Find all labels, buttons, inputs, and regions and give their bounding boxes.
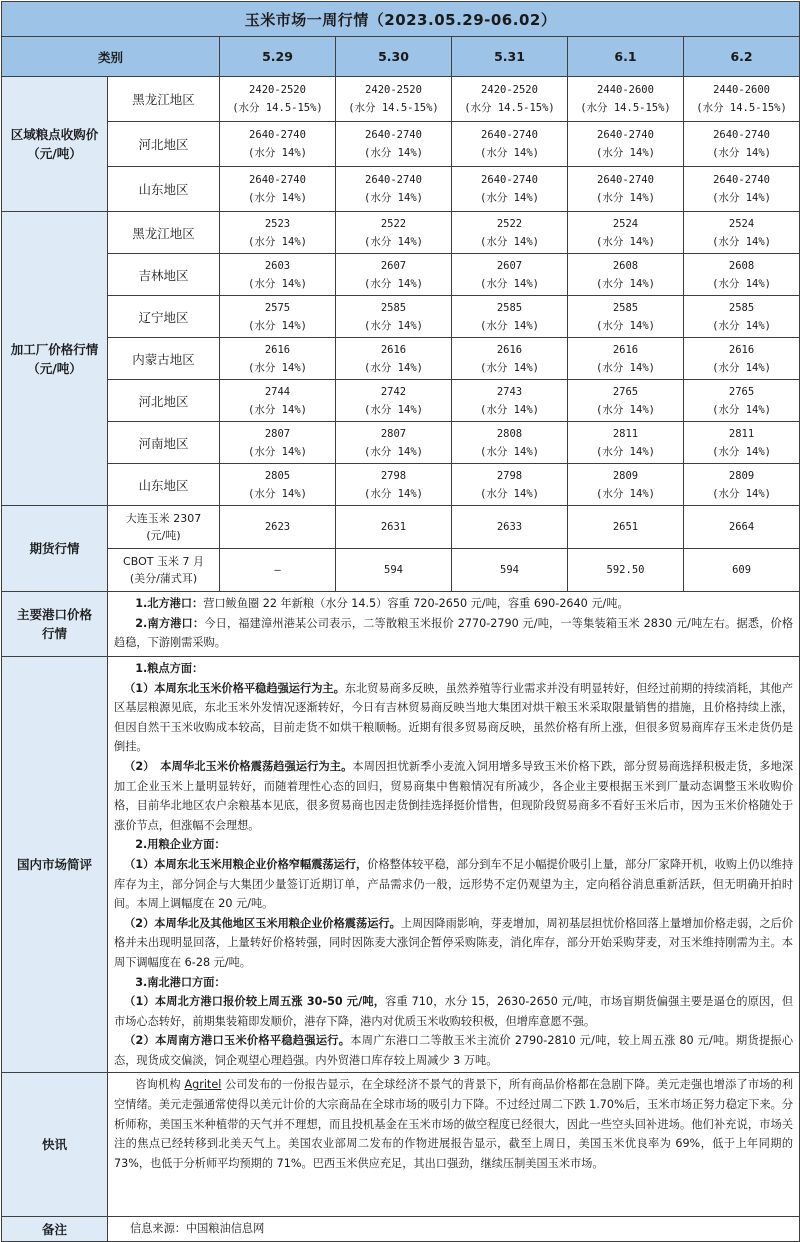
price-cell: 2640-2740 (水分 14%) — [568, 167, 684, 212]
price-cell: 2807 (水分 14%) — [220, 422, 336, 464]
price-cell: 2811 (水分 14%) — [568, 422, 684, 464]
price-cell: 2608 (水分 14%) — [684, 254, 800, 296]
price-cell: 2640-2740 (水分 14%) — [684, 167, 800, 212]
price-cell: 2585 (水分 14%) — [452, 296, 568, 338]
price-cell: 2420-2520 (水分 14.5-15%) — [452, 77, 568, 122]
price-cell: 2608 (水分 14%) — [568, 254, 684, 296]
table-row — [2, 1217, 800, 1242]
futures-cell: 592.50 — [568, 549, 684, 592]
price-cell: 2805 (水分 14%) — [220, 464, 336, 506]
futures-cell: 2651 — [568, 506, 684, 549]
section-heading: 3.南北港口方面： — [135, 975, 226, 989]
price-cell: 2616 (水分 14%) — [452, 338, 568, 380]
south-port-heading: 2.南方港口： — [135, 616, 205, 630]
remark-label: 备注 — [2, 1217, 108, 1242]
region-name: 内蒙古地区 — [108, 338, 220, 380]
region-name: 山东地区 — [108, 167, 220, 212]
price-cell: 2744 (水分 14%) — [220, 380, 336, 422]
futures-cell: 594 — [452, 549, 568, 592]
port-price-label — [2, 592, 108, 657]
price-cell: 2742 (水分 14%) — [336, 380, 452, 422]
market-report-table — [1, 1, 800, 1242]
price-cell: 2585 (水分 14%) — [336, 296, 452, 338]
price-cell: 2523 (水分 14%) — [220, 212, 336, 254]
price-cell: 2616 (水分 14%) — [568, 338, 684, 380]
section-label-line: （元/吨） — [27, 360, 82, 376]
price-cell: 2603 (水分 14%) — [220, 254, 336, 296]
price-cell: 2809 (水分 14%) — [568, 464, 684, 506]
price-cell: 2440-2600 (水分 14.5-15%) — [568, 77, 684, 122]
north-port-heading: 1.北方港口： — [135, 597, 204, 610]
price-cell: 2607 (水分 14%) — [336, 254, 452, 296]
price-cell: 2420-2520 (水分 14.5-15%) — [220, 77, 336, 122]
paragraph-lead: （1）本周东北玉米用粮企业价格窄幅震荡运行， — [124, 857, 368, 871]
agritel-name: Agritel — [184, 1078, 222, 1092]
price-cell: 2640-2740 (水分 14%) — [452, 167, 568, 212]
factory-price-label — [2, 212, 108, 506]
paragraph-lead: （2）本周华北及其他地区玉米用粮企业价格震荡运行。 — [124, 916, 401, 930]
price-cell: 2524 (水分 14%) — [568, 212, 684, 254]
paragraph-text: 上周因降雨影响，芽麦增加，周初基层担忧价格回落上量增加价格走弱，之后价格并未出现明显回落，上量转好价格转强，同时因陈麦大涨饲企暂停采购陈麦，消化库存，部分开始采购芽麦，对玉米维持刚需为主。本周下调幅度在 6-28 元/吨。 — [114, 916, 794, 969]
paragraph-lead: （1）本周东北玉米价格平稳趋强运行为主。 — [124, 681, 345, 695]
price-cell: 2616 (水分 14%) — [336, 338, 452, 380]
port-price-text — [108, 592, 800, 657]
section-label-line: 区域粮点收购价 — [10, 127, 99, 142]
price-cell: 2522 (水分 14%) — [452, 212, 568, 254]
news-label: 快讯 — [2, 1073, 108, 1217]
region-name: 河北地区 — [108, 122, 220, 167]
cbot-contract-label: CBOT 玉米 7 月 (美分/蒲式耳) — [108, 549, 220, 592]
price-cell: 2640-2740 (水分 14%) — [220, 167, 336, 212]
region-name: 辽宁地区 — [108, 296, 220, 338]
date-header: 5.30 — [336, 37, 452, 77]
futures-cell: — — [220, 549, 336, 592]
price-cell: 2607 (水分 14%) — [452, 254, 568, 296]
table-row — [2, 592, 800, 657]
region-name: 黑龙江地区 — [108, 77, 220, 122]
price-cell: 2640-2740 (水分 14%) — [220, 122, 336, 167]
date-header: 6.2 — [684, 37, 800, 77]
price-cell: 2811 (水分 14%) — [684, 422, 800, 464]
price-cell: 2640-2740 (水分 14%) — [568, 122, 684, 167]
news-text-part: 咨询机构 — [135, 1078, 185, 1092]
date-header: 6.1 — [568, 37, 684, 77]
futures-cell: 2633 — [452, 506, 568, 549]
table-row — [2, 464, 800, 506]
dce-contract-label: 大连玉米 2307 (元/吨) — [108, 506, 220, 549]
futures-cell: 594 — [336, 549, 452, 592]
price-cell: 2640-2740 (水分 14%) — [684, 122, 800, 167]
paragraph-text: 容重 710，水分 15，2630-2650 元/吨，市场盲期货偏强主要是逼仓的原因，但市场心态转好，前期集装箱即发顺价，港存下降，港内对优质玉米收购较积极，但增库意愿不强。 — [114, 995, 794, 1028]
price-cell: 2765 (水分 14%) — [684, 380, 800, 422]
paragraph-text: 价格整体较平稳，部分到车不足小幅提价吸引上量，部分厂家降开机，收购上仍以维持库存为主，部分饲企与大集团少量签订近期订单，产品需求仍一般，远形势不定仍观望为主，定向稻谷消息重新活跃，但无明确开拍时间。本周上调幅度在 20 元/吨。 — [114, 857, 794, 911]
price-cell: 2524 (水分 14%) — [684, 212, 800, 254]
news-text-part: 公司发布的一份报告显示，在全球经济不景气的背景下，所有商品价格都在急剧下降。美元走强也增添了市场的利空情绪。美元走强通常使得以美元计价的大宗商品在全球市场的吸引力下降。不过经过周二下跌 1.70%后，玉米市场正努力稳定下来。分析师称，美国玉米种植带的天气并不理想，而且投机基金在玉米市场的做空程度已经很大，因此一些空头回补进场。他们补充说，市场关注的焦点已经转移到北美天气上。美国农业部周二发布的作物进展报告显示，截至上周日，美国玉米优良率为 69%，低于上年同期的 73%，也低于分析师平均预期的 71%。巴西玉米供应充足，其出口强劲，继续压制美国玉米市场。 — [114, 1078, 794, 1170]
price-cell: 2420-2520 (水分 14.5-15%) — [336, 77, 452, 122]
price-cell: 2765 (水分 14%) — [568, 380, 684, 422]
price-cell: 2798 (水分 14%) — [452, 464, 568, 506]
section-label-line: （元/吨） — [27, 146, 82, 161]
news-text — [108, 1073, 800, 1217]
price-cell: 2616 (水分 14%) — [220, 338, 336, 380]
column-header-row — [2, 37, 800, 77]
table-row — [2, 77, 800, 122]
paragraph-lead: （2）本周南方港口玉米价格平稳趋强运行。 — [124, 1034, 351, 1048]
region-name: 山东地区 — [108, 464, 220, 506]
table-row — [2, 422, 800, 464]
price-cell: 2616 (水分 14%) — [684, 338, 800, 380]
section-label-line: 加工厂价格行情 — [10, 341, 99, 357]
table-row — [2, 1073, 800, 1217]
table-row — [2, 657, 800, 1073]
futures-label: 期货行情 — [2, 506, 108, 592]
domestic-review-text — [108, 657, 800, 1073]
price-cell: 2522 (水分 14%) — [336, 212, 452, 254]
region-name: 河南地区 — [108, 422, 220, 464]
table-row — [2, 296, 800, 338]
report-title: 玉米市场一周行情（2023.05.29-06.02） — [2, 2, 800, 37]
price-cell: 2585 (水分 14%) — [684, 296, 800, 338]
price-cell: 2809 (水分 14%) — [684, 464, 800, 506]
date-header: 5.29 — [220, 37, 336, 77]
region-name: 河北地区 — [108, 380, 220, 422]
price-cell: 2640-2740 (水分 14%) — [452, 122, 568, 167]
section-heading: 1.粮点方面： — [135, 662, 204, 675]
grain-purchase-label — [2, 77, 108, 212]
futures-cell: 609 — [684, 549, 800, 592]
section-label-line: 主要港口价格 — [16, 607, 92, 622]
price-cell: 2743 (水分 14%) — [452, 380, 568, 422]
table-row — [2, 212, 800, 254]
category-header: 类别 — [2, 37, 220, 77]
price-cell: 2808 (水分 14%) — [452, 422, 568, 464]
paragraph-text: 本周因担忧新季小麦流入饲用增多导致玉米价格下跌，部分贸易商选择积极走货，多地深加工企业玉米上量明显转好，而随着理性心态的回归，贸易商集中售粮情况有所减少，各企业主要根据玉米到厂量动态调整玉米收购价格，目前华北地区农户余粮基本见底，很多贸易商也因走货倒挂选择挺价惜售，但现阶段贸易商多不看好玉米后市，因为玉米价格随处于涨价节点，但涨幅不会理想。 — [114, 759, 794, 832]
futures-cell: 2623 — [220, 506, 336, 549]
paragraph-lead: （2） 本周华北玉米价格震荡趋强运行为主。 — [124, 759, 353, 773]
price-cell: 2640-2740 (水分 14%) — [336, 122, 452, 167]
price-cell: 2807 (水分 14%) — [336, 422, 452, 464]
price-cell: 2585 (水分 14%) — [568, 296, 684, 338]
region-name: 吉林地区 — [108, 254, 220, 296]
table-row — [2, 338, 800, 380]
futures-cell: 2631 — [336, 506, 452, 549]
paragraph-text: 本周广东港口二等散玉米主流价 2790-2810 元/吨，较上周五涨 80 元/吨。期货提振心态，现货成交偏淡，饲企观望心理趋强。内外贸港口库存较上周减少 3 万吨。 — [114, 1034, 794, 1067]
price-cell: 2798 (水分 14%) — [336, 464, 452, 506]
price-cell: 2640-2740 (水分 14%) — [336, 167, 452, 212]
table-row — [2, 254, 800, 296]
section-label-line: 行情 — [41, 626, 67, 641]
price-cell: 2440-2600 (水分 14.5-15%) — [684, 77, 800, 122]
remark-text: 信息来源：中国粮油信息网 — [108, 1217, 800, 1242]
table-row — [2, 122, 800, 167]
table-row — [2, 549, 800, 592]
price-cell: 2575 (水分 14%) — [220, 296, 336, 338]
north-port-text: 营口鲅鱼圈 22 年新粮（水分 14.5）容重 720-2650 元/吨，容重 690-2640 元/吨。 — [203, 597, 629, 610]
section-heading: 2.用粮企业方面： — [135, 838, 226, 852]
paragraph-lead: （1）本周北方港口报价较上周五涨 30-50 元/吨， — [124, 995, 386, 1009]
paragraph-text: 东北贸易商多反映，虽然养殖等行业需求并没有明显转好，但经过前期的持续消耗，其他产区基层粮源见底，东北玉米外发情况逐渐转好，今日有吉林贸易商反映当地大集团对烘干粮玉米采取限量销售的措施，且价格持续上涨，但因自然干玉米收购成本较高，目前走货不如烘干粮顺畅。近期有很多贸易商反映，虽然价格有所上涨，但很多贸易商库存玉米走货仍是倒挂。 — [114, 681, 794, 754]
table-row — [2, 167, 800, 212]
futures-cell: 2664 — [684, 506, 800, 549]
table-row — [2, 506, 800, 549]
domestic-review-label: 国内市场简评 — [2, 657, 108, 1073]
date-header: 5.31 — [452, 37, 568, 77]
south-port-text: 今日，福建漳州港某公司表示，二等散粮玉米报价 2770-2790 元/吨，一等集装箱玉米 2830 元/吨左右。据悉，价格趋稳，下游刚需采购。 — [114, 616, 794, 650]
region-name: 黑龙江地区 — [108, 212, 220, 254]
table-row — [2, 380, 800, 422]
